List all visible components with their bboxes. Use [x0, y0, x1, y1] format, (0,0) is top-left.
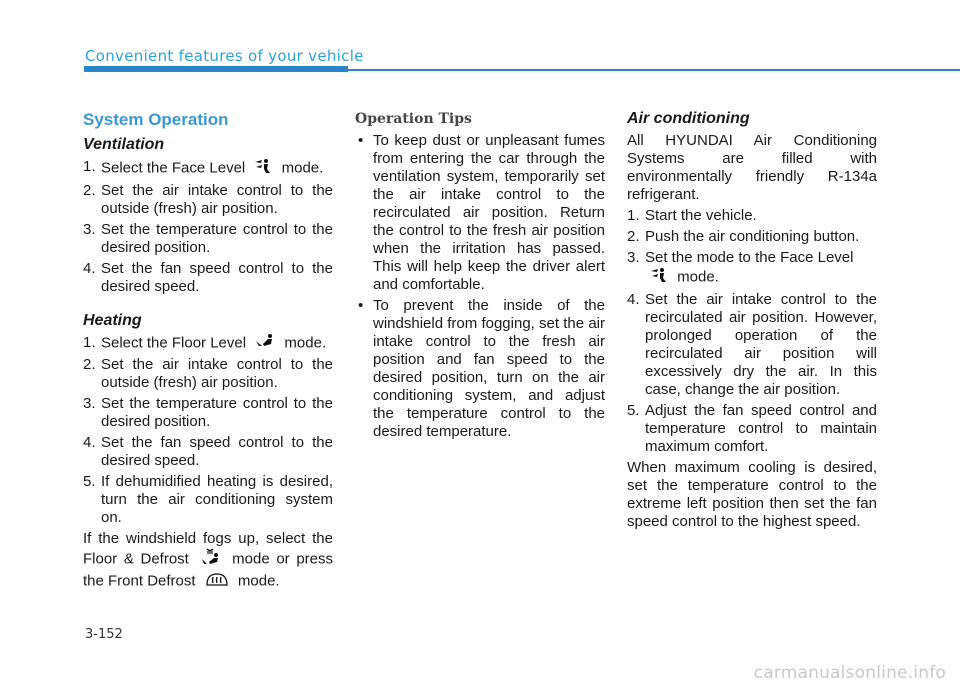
list-item	[627, 228, 877, 246]
list-item	[83, 182, 333, 218]
floor-defrost-icon	[200, 548, 222, 571]
ventilation-heading: Ventilation	[83, 136, 165, 153]
list-item	[627, 207, 877, 225]
step-text: Set the air intake control to the outside (fresh) air position.	[101, 182, 333, 217]
step-number: 1.	[83, 158, 96, 175]
step-text: Set the mode to the Face Level	[645, 249, 854, 266]
face-level-icon	[649, 267, 669, 288]
step-number: 2.	[83, 356, 96, 373]
step-text: Start the vehicle.	[645, 207, 757, 224]
column-middle	[355, 108, 605, 444]
list-item	[83, 395, 333, 431]
section-title: System Operation	[83, 110, 229, 129]
list-item	[627, 291, 877, 399]
step-number: 1.	[83, 334, 96, 351]
face-level-icon	[253, 158, 273, 179]
page-number: 3-152	[85, 627, 123, 642]
defrost-note	[83, 530, 333, 592]
step-number: 2.	[83, 182, 96, 199]
step-text: mode.	[281, 159, 324, 177]
tip-text: To keep dust or unpleasant fumes from entering the car through the ventilation system, temporarily set the air intake control to the recirculated air position. Return the control to the fresh air position when the irritation has passed. This will help keep the driver alert and comfortable.	[373, 132, 605, 293]
list-item	[83, 473, 333, 527]
bullet-mark: •	[358, 297, 364, 314]
column-right	[627, 108, 877, 534]
step-text: Push the air conditioning button.	[645, 228, 860, 245]
step-number: 4.	[83, 434, 96, 451]
front-defrost-icon	[204, 571, 230, 592]
note-text: mode or press the Front Defrost	[83, 550, 333, 590]
step-text: Set the temperature control to the desired position.	[101, 221, 333, 256]
step-text: mode.	[677, 268, 719, 286]
note-text: mode.	[237, 572, 280, 590]
step-number: 1.	[627, 207, 640, 224]
step-text: Set the air intake control to the recirculated air position. However, prolonged operation of the recirculated air position will excessively dry the air. In this case, change the air position.	[645, 291, 877, 398]
step-text: Set the temperature control to the desired position.	[101, 395, 333, 430]
list-item	[627, 249, 877, 288]
step-text: Set the air intake control to the outside (fresh) air position.	[101, 356, 333, 391]
step-number: 4.	[83, 260, 96, 277]
list-item	[83, 334, 333, 353]
header-rule	[84, 66, 960, 72]
operation-tips-heading: Operation Tips	[355, 111, 472, 127]
watermark: carmanualsonline.info	[753, 663, 946, 683]
list-item	[355, 132, 605, 294]
note-text: If the windshield fogs up, select the Floor & Defrost	[83, 530, 333, 568]
step-text: Set the fan speed control to the desired speed.	[101, 260, 333, 295]
list-item	[83, 356, 333, 392]
step-number: 5.	[83, 473, 96, 490]
tips-list	[355, 132, 605, 441]
step-text: Adjust the fan speed control and temperature control to maintain maximum comfort.	[645, 402, 877, 455]
header-rule-thick	[84, 66, 348, 72]
ac-steps	[627, 207, 877, 456]
step-number: 5.	[627, 402, 640, 419]
ac-intro: All HYUNDAI Air Conditioning Systems are filled with environmentally friendly R-134a refrigerant.	[627, 132, 877, 203]
page-header-title: Convenient features of your vehicle	[85, 47, 364, 65]
heating-steps	[83, 334, 333, 527]
step-number: 3.	[627, 249, 640, 266]
list-item	[83, 221, 333, 257]
air-conditioning-heading: Air conditioning	[627, 110, 750, 127]
step-text: Select the Face Level	[101, 159, 246, 177]
step-number: 2.	[627, 228, 640, 245]
step-text: Select the Floor Level	[101, 334, 247, 352]
tip-text: To prevent the inside of the windshield from fogging, set the air intake control to the fresh air position and fan speed to the desired position, turn on the air conditioning system, and adjust the temperature control to the desired temperature.	[373, 297, 605, 440]
step-number: 3.	[83, 221, 96, 238]
list-item	[83, 260, 333, 296]
list-item	[627, 402, 877, 456]
ventilation-steps	[83, 158, 333, 296]
step-text: If dehumidified heating is desired, turn the air conditioning system on.	[101, 473, 333, 526]
ac-closing: When maximum cooling is desired, set the temperature control to the extreme left position then set the fan speed control to the highest speed.	[627, 459, 877, 530]
step-number: 4.	[627, 291, 640, 308]
step-text: mode.	[284, 334, 327, 352]
step-text: Set the fan speed control to the desired speed.	[101, 434, 333, 469]
bullet-mark: •	[358, 132, 364, 149]
list-item	[83, 158, 333, 179]
floor-level-icon	[254, 334, 276, 353]
step-number: 3.	[83, 395, 96, 412]
header-rule-thin	[348, 69, 960, 71]
column-left	[83, 108, 333, 595]
list-item	[355, 297, 605, 441]
heating-heading: Heating	[83, 312, 142, 329]
list-item	[83, 434, 333, 470]
